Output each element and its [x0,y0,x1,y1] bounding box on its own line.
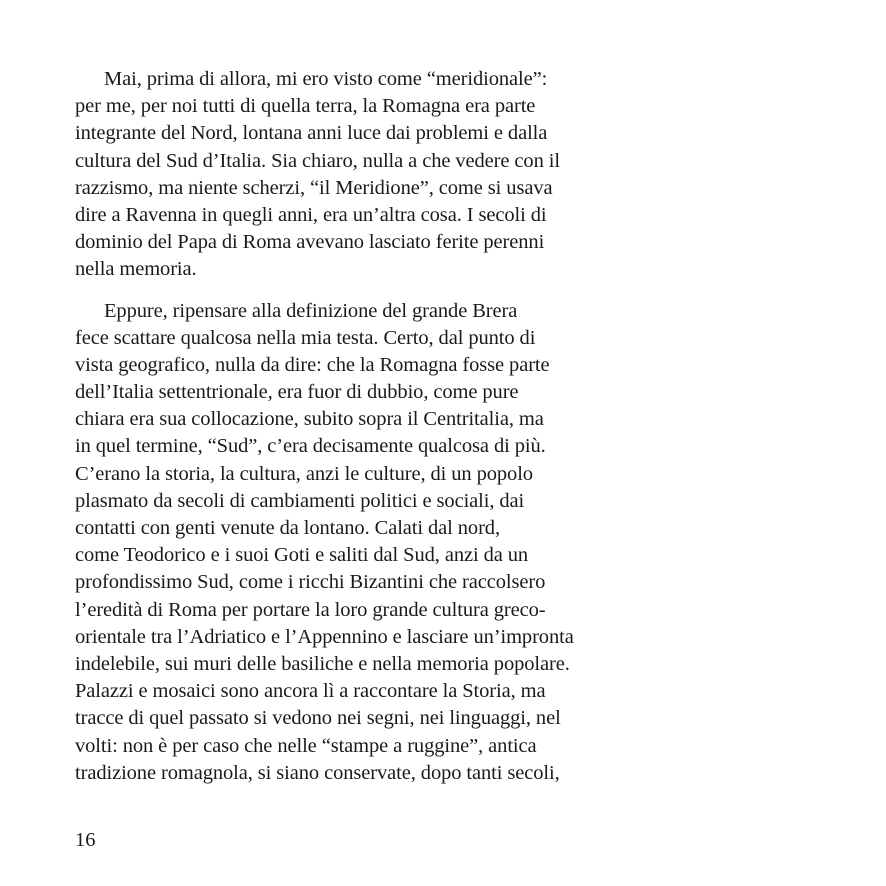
text-line: tradizione romagnola, si siano conservate, dopo tanti secoli, [75,761,560,784]
page-number: 16 [75,829,96,851]
text-line: integrante del Nord, lontana anni luce dai problemi e dalla [75,122,548,145]
text-line: fece scattare qualcosa nella mia testa. Certo, dal punto di [75,326,536,349]
text-line: Mai, prima di allora, mi ero visto come “meridionale”: [104,68,548,90]
text-line: in quel termine, “Sud”, c’era decisamente qualcosa di più. [75,435,546,458]
text-line: per me, per noi tutti di quella terra, la Romagna era parte [75,95,536,118]
text-line: dell’Italia settentrionale, era fuor di dubbio, come pure [75,381,519,404]
text-line: contatti con genti venute da lontano. Calati dal nord, [75,517,500,539]
text-line: Palazzi e mosaici sono ancora lì a raccontare la Storia, ma [75,680,546,703]
text-line: Eppure, ripensare alla definizione del grande Brera [104,299,518,322]
text-line: cultura del Sud d’Italia. Sia chiaro, nulla a che vedere con il [75,149,560,172]
text-line: vista geografico, nulla da dire: che la Romagna fosse parte [75,353,550,376]
text-line: l’eredità di Roma per portare la loro grande cultura greco- [75,598,546,621]
text-line: indelebile, sui muri delle basiliche e nella memoria popolare. [75,652,570,675]
text-line: chiara era sua collocazione, subito sopra il Centritalia, ma [75,408,544,431]
text-line: profondissimo Sud, come i ricchi Bizantini che raccolsero [75,571,546,594]
text-line: C’erano la storia, la cultura, anzi le culture, di un popolo [75,462,533,485]
text-line: razzismo, ma niente scherzi, “il Meridione”, come si usava [75,176,553,199]
text-line: tracce di quel passato si vedono nei segni, nei linguaggi, nel [75,707,561,730]
paragraph [75,298,655,787]
text-line: dire a Ravenna in quegli anni, era un’altra cosa. I secoli di [75,203,547,226]
body-text [75,66,655,787]
text-line: come Teodorico e i suoi Goti e saliti dal Sud, anzi da un [75,544,529,567]
text-line: orientale tra l’Adriatico e l’Appennino e lasciare un’impronta [75,625,574,648]
paragraph [75,66,655,284]
text-line: volti: non è per caso che nelle “stampe a ruggine”, antica [75,734,537,757]
text-line: plasmato da secoli di cambiamenti politici e sociali, dai [75,489,525,512]
text-line: nella memoria. [75,258,197,281]
text-line: dominio del Papa di Roma avevano lasciato ferite perenni [75,231,545,254]
